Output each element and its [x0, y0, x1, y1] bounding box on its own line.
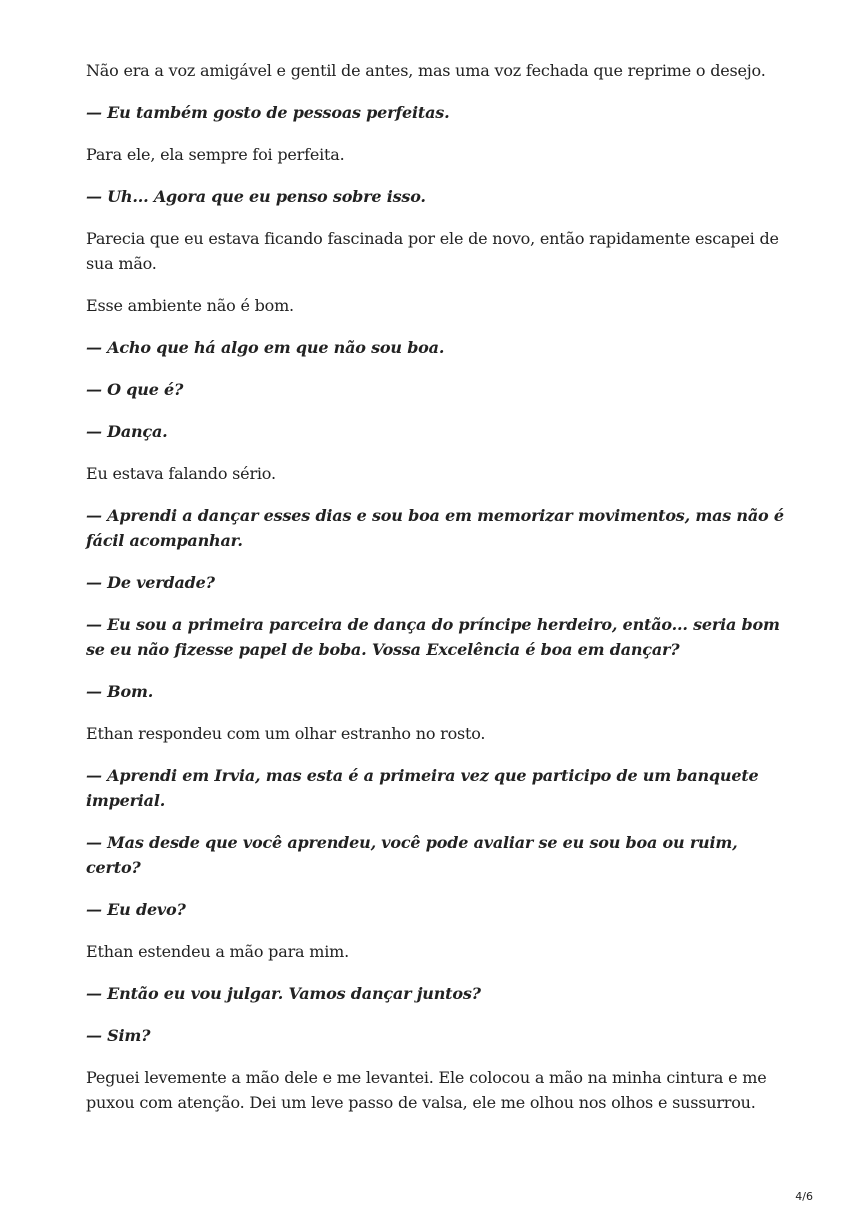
paragraph: Parecia que eu estava ficando fascinada por ele de novo, então rapidamente escapei de sua mão.: [86, 229, 779, 273]
paragraph: Não era a voz amigável e gentil de antes, mas uma voz fechada que reprime o desejo.: [86, 61, 766, 80]
dialogue-line: — Eu também gosto de pessoas perfeitas.: [86, 103, 450, 122]
page-number: 4/6: [795, 1190, 813, 1203]
paragraph: Ethan respondeu com um olhar estranho no rosto.: [86, 724, 486, 743]
paragraph: Ethan estendeu a mão para mim.: [86, 942, 349, 961]
dialogue-line: — Eu devo?: [86, 900, 186, 919]
dialogue-line: — Uh... Agora que eu penso sobre isso.: [86, 187, 426, 206]
dialogue-line: — Mas desde que você aprendeu, você pode avaliar se eu sou boa ou ruim, certo?: [86, 833, 738, 877]
paragraph: Esse ambiente não é bom.: [86, 296, 294, 315]
dialogue-line: — Eu sou a primeira parceira de dança do príncipe herdeiro, então... seria bom se eu não fizesse papel de boba. Vossa Excelência é boa em dançar?: [86, 615, 780, 659]
paragraph: Para ele, ela sempre foi perfeita.: [86, 145, 345, 164]
document-body: [86, 58, 786, 1132]
dialogue-line: — De verdade?: [86, 573, 215, 592]
dialogue-line: — Aprendi em Irvia, mas esta é a primeira vez que participo de um banquete imperial.: [86, 766, 759, 810]
dialogue-line: — O que é?: [86, 380, 184, 399]
dialogue-line: — Então eu vou julgar. Vamos dançar juntos?: [86, 984, 481, 1003]
dialogue-line: — Sim?: [86, 1026, 151, 1045]
dialogue-line: — Bom.: [86, 682, 154, 701]
dialogue-line: — Aprendi a dançar esses dias e sou boa em memorizar movimentos, mas não é fácil acompanhar.: [86, 506, 784, 550]
paragraph: Peguei levemente a mão dele e me levantei. Ele colocou a mão na minha cintura e me puxou com atenção. Dei um leve passo de valsa, ele me olhou nos olhos e sussurrou.: [86, 1068, 767, 1112]
dialogue-line: — Dança.: [86, 422, 168, 441]
paragraph: Eu estava falando sério.: [86, 464, 276, 483]
dialogue-line: — Acho que há algo em que não sou boa.: [86, 338, 445, 357]
